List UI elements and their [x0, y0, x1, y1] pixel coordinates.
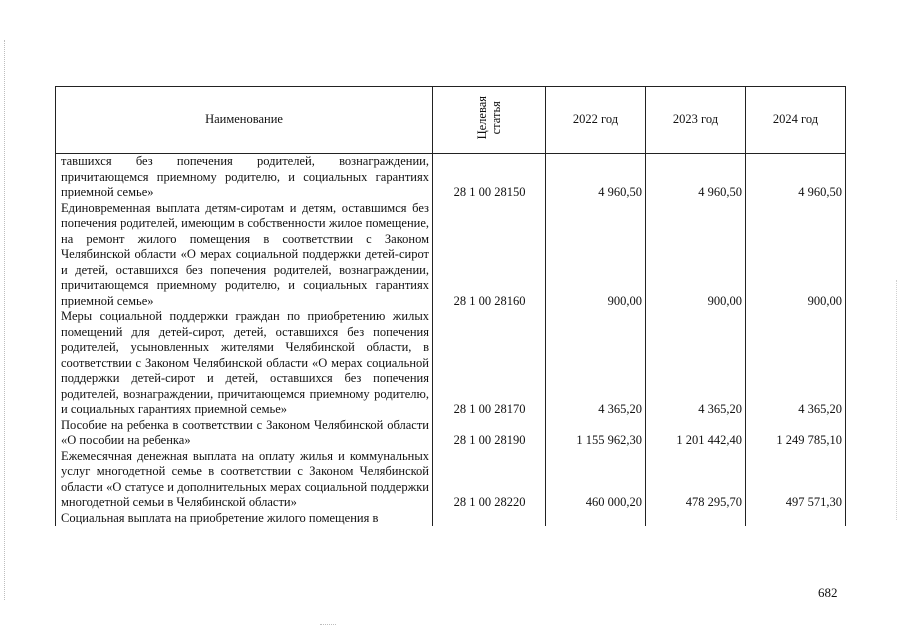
budget-table	[55, 86, 846, 526]
row-value-2024: 1 249 785,10	[746, 418, 846, 449]
table-row-truncated	[56, 511, 846, 527]
row-value-2024: 497 571,30	[746, 449, 846, 511]
row-value-2023: 1 201 442,40	[646, 418, 746, 449]
row-name: Меры социальной поддержки граждан по приобретению жилых помещений для детей-сирот, детей, оставшихся без попечения родителей, усыновленных жителями Челябинской области, в соответствии с Законом Челябинской области «О мерах социальной поддержки детей-сирот и детей, оставшихся без попечения родителей, вознаграждении, причитающемся приемному родителю, и социальных гарантиях приемной семье»	[56, 309, 433, 418]
row-value-2024: 4 365,20	[746, 309, 846, 418]
table-row	[56, 309, 846, 418]
header-code	[433, 87, 546, 154]
header-code-line2: статья	[489, 101, 503, 135]
header-2024: 2024 год	[746, 87, 846, 154]
row-name: Единовременная выплата детям-сиротам и детям, оставшимся без попечения родителей, имеющим в собственности жилое помещение, на ремонт жилого помещения в соответствии с Законом Челябинской области «О мерах социальной поддержки детей-сирот и детей, оставшихся без попечения родителей, вознаграждении, причитающемся приемному родителю, и социальных гарантиях приемной семье»	[56, 201, 433, 310]
row-value-2022: 460 000,20	[546, 449, 646, 511]
row-value-2023: 4 960,50	[646, 154, 746, 201]
header-2023: 2023 год	[646, 87, 746, 154]
row-value-2022	[546, 511, 646, 527]
row-value-2024: 900,00	[746, 201, 846, 310]
row-value-2022: 900,00	[546, 201, 646, 310]
row-name: Пособие на ребенка в соответствии с Законом Челябинской области «О пособии на ребенка»	[56, 418, 433, 449]
row-value-2022: 1 155 962,30	[546, 418, 646, 449]
table-row	[56, 201, 846, 310]
page-number: 682	[818, 585, 838, 600]
row-code: 28 1 00 28190	[433, 418, 546, 449]
row-value-2023	[646, 511, 746, 527]
scan-edge-mark-right	[896, 280, 897, 520]
row-code: 28 1 00 28150	[433, 154, 546, 201]
row-value-2023: 478 295,70	[646, 449, 746, 511]
header-code-line1: Целевая	[475, 96, 489, 140]
table-row	[56, 154, 846, 201]
row-code: 28 1 00 28170	[433, 309, 546, 418]
row-code	[433, 511, 546, 527]
row-code: 28 1 00 28160	[433, 201, 546, 310]
header-2022: 2022 год	[546, 87, 646, 154]
row-value-2023: 900,00	[646, 201, 746, 310]
row-name: Социальная выплата на приобретение жилого помещения в	[56, 511, 433, 527]
table-row	[56, 418, 846, 449]
row-name: тавшихся без попечения родителей, вознаграждении, причитающемся приемному родителю, и социальных гарантиях приемной семье»	[56, 154, 433, 201]
scan-edge-mark	[4, 40, 5, 600]
row-value-2024	[746, 511, 846, 527]
scan-speck	[320, 624, 336, 627]
header-row	[56, 87, 846, 154]
row-code: 28 1 00 28220	[433, 449, 546, 511]
header-name: Наименование	[56, 87, 433, 154]
row-value-2022: 4 365,20	[546, 309, 646, 418]
header-code-label	[475, 96, 503, 139]
row-value-2022: 4 960,50	[546, 154, 646, 201]
row-value-2023: 4 365,20	[646, 309, 746, 418]
row-name: Ежемесячная денежная выплата на оплату жилья и коммунальных услуг многодетной семье в соответствии с Законом Челябинской области «О статусе и дополнительных мерах социальной поддержки многодетной семьи в Челябинской области»	[56, 449, 433, 511]
table-row	[56, 449, 846, 511]
row-value-2024: 4 960,50	[746, 154, 846, 201]
